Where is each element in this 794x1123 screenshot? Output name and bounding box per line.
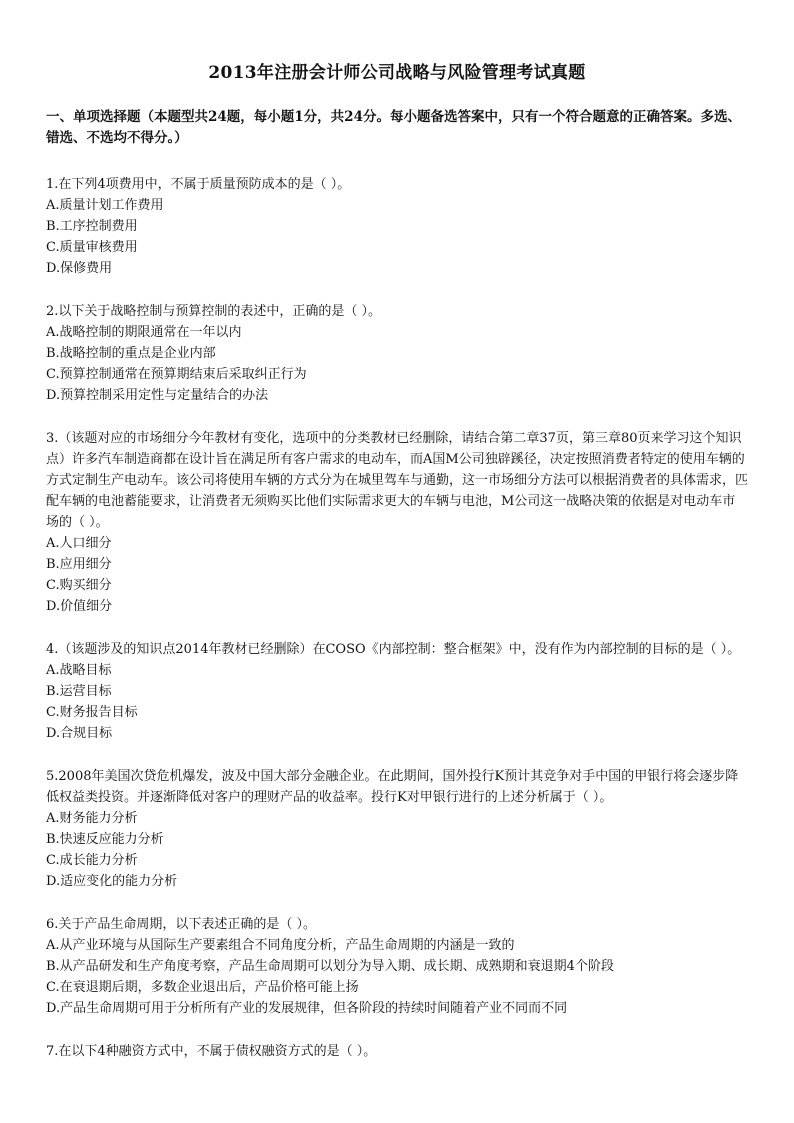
answer-option: C.在衰退期后期，多数企业退出后，产品价格可能上扬 — [46, 980, 359, 995]
answer-option: A.质量计划工作费用 — [46, 198, 164, 213]
answer-option: D.价值细分 — [46, 599, 113, 614]
answer-option: D.适应变化的能力分析 — [46, 874, 178, 889]
question-4 — [46, 639, 748, 744]
answer-option: D.合规目标 — [46, 726, 113, 741]
answer-option: A.战略目标 — [46, 663, 112, 678]
answer-option: B.快速反应能力分析 — [46, 832, 164, 847]
answer-option: B.应用细分 — [46, 557, 112, 572]
answer-option: B.战略控制的重点是企业内部 — [46, 346, 216, 361]
question-list — [46, 174, 748, 1062]
answer-option: C.预算控制通常在预算期结束后采取纠正行为 — [46, 367, 307, 382]
answer-option: D.保修费用 — [46, 261, 113, 276]
question-5 — [46, 766, 748, 892]
question-1 — [46, 174, 748, 279]
answer-option: A.战略控制的期限通常在一年以内 — [46, 325, 242, 340]
answer-option: B.工序控制费用 — [46, 219, 138, 234]
answer-option: C.财务报告目标 — [46, 705, 138, 720]
answer-option: D.产品生命周期可用于分析所有产业的发展规律，但各阶段的持续时间随着产业不同而不同 — [46, 1001, 568, 1016]
answer-option: A.人口细分 — [46, 536, 112, 551]
question-stem: 7.在以下4种融资方式中，不属于债权融资方式的是（ ）。 — [46, 1044, 377, 1059]
question-stem: 3.（该题对应的市场细分今年教材有变化，选项中的分类教材已经删除，请结合第二章37页，第三章80页来学习这个知识点）许多汽车制造商都在设计旨在满足所有客户需求的电动车，而A国M公司独辟蹊径，决定按照消费者特定的使用车辆的方式定制生产电动车。该公司将使用车辆的方式分为在城里驾车与通勤，这一市场细分方法可以根据消费者的具体需求，匹配车辆的电池蓄能要求，让消费者无须购买比他们实际需求更大的车辆与电池，M公司这一战略决策的依据是对电动车市场的（ ）。 — [46, 431, 749, 530]
section-heading: 一、单项选择题（本题型共24题，每小题1分，共24分。每小题备选答案中，只有一个符合题意的正确答案。多选、错选、不选均不得分。） — [46, 109, 741, 146]
answer-option: C.成长能力分析 — [46, 853, 138, 868]
answer-option: C.质量审核费用 — [46, 240, 138, 255]
answer-option: A.财务能力分析 — [46, 811, 138, 826]
question-stem: 1.在下列4项费用中，不属于质量预防成本的是（ ）。 — [46, 177, 351, 192]
question-stem: 2.以下关于战略控制与预算控制的表述中，正确的是（ ）。 — [46, 304, 382, 319]
question-3 — [46, 428, 748, 617]
question-stem: 4.（该题涉及的知识点2014年教材已经删除）在COSO《内部控制：整合框架》中，没有作为内部控制的目标的是（ ）。 — [46, 642, 741, 657]
answer-option: B.运营目标 — [46, 684, 112, 699]
question-stem: 5.2008年美国次贷危机爆发，波及中国大部分金融企业。在此期间，国外投行K预计其竞争对手中国的甲银行将会逐步降低权益类投资。并逐渐降低对客户的理财产品的收益率。投行K对甲银行进行的上述分析属于（ ）。 — [46, 769, 739, 805]
question-7 — [46, 1041, 748, 1062]
question-6 — [46, 914, 748, 1019]
question-2 — [46, 301, 748, 406]
document-title: 2013年注册会计师公司战略与风险管理考试真题 — [208, 63, 586, 83]
answer-option: C.购买细分 — [46, 578, 112, 593]
answer-option: A.从产业环境与从国际生产要素组合不同角度分析，产品生命周期的内涵是一致的 — [46, 938, 515, 953]
answer-option: D.预算控制采用定性与定量结合的办法 — [46, 388, 269, 403]
question-stem: 6.关于产品生命周期，以下表述正确的是（ ）。 — [46, 917, 317, 932]
answer-option: B.从产品研发和生产角度考察，产品生命周期可以划分为导入期、成长期、成熟期和衰退期4个阶段 — [46, 959, 614, 974]
